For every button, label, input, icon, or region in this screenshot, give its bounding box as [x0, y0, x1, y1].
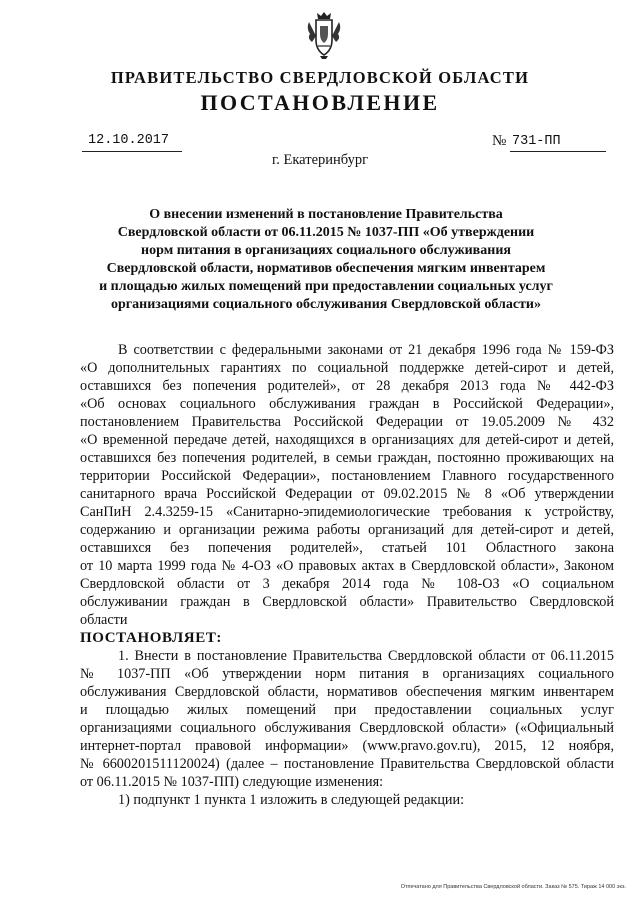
- city: г. Екатеринбург: [271, 152, 369, 168]
- preamble-line: «О временной передаче детей, находящихся в организациях для детей-сирот и детей,: [80, 432, 614, 448]
- preamble-line: содержанию и организации режима работы организаций для детей-сирот и детей,: [80, 522, 614, 538]
- item-line: обслуживания Свердловской области, нормативов обеспечения мягким инвентарем: [80, 684, 614, 700]
- preamble-line: оставшихся без попечения родителей», статьей 101 Областного закона: [80, 540, 614, 556]
- government-name: ПРАВИТЕЛЬСТВО СВЕРДЛОВСКОЙ ОБЛАСТИ: [110, 68, 530, 87]
- title-line: и площадью жилых помещений при предоставлении социальных услуг: [99, 279, 553, 294]
- document-title: [70, 206, 582, 314]
- subitem-line: 1) подпункт 1 пункта 1 изложить в следующей редакции:: [118, 792, 465, 808]
- item-line: и площадью жилых помещений при предоставлении социальных услуг: [80, 702, 614, 718]
- print-footer: Отпечатано для Правительства Свердловской области. Заказ № 575. Тираж 14 000 экз.: [400, 884, 626, 890]
- preamble-line: оставшихся без попечения родителей», от 28 декабря 2013 года № 442-ФЗ: [80, 378, 614, 394]
- title-line: О внесении изменений в постановление Правительства: [149, 207, 503, 222]
- preamble-line: санитарного врача Российской Федерации от 09.02.2015 № 8 «Об утверждении: [80, 486, 614, 502]
- document-number: 731-ПП: [512, 134, 561, 149]
- preamble-line: территории Российской Федерации», постановлением Главного государственного: [80, 468, 614, 484]
- item-line: № 6600201511120024) (далее – постановление Правительства Свердловской области: [80, 756, 614, 772]
- item-line: 1. Внести в постановление Правительства Свердловской области от 06.11.2015: [118, 648, 614, 664]
- item-line: № 1037-ПП «Об утверждении норм питания в организациях социального: [80, 666, 614, 682]
- preamble-line: от 10 марта 1999 года № 4-ОЗ «О правовых актах в Свердловской области», Законом: [80, 558, 614, 574]
- preamble-line: «Об основах социального обслуживания граждан в Российской Федерации»,: [80, 396, 614, 412]
- preamble-line: постановлением Правительства Российской Федерации от 19.05.2009 № 432: [80, 414, 614, 430]
- item-line: интернет-портал правовой информации» (www.pravo.gov.ru), 2015, 12 ноября,: [80, 738, 614, 754]
- title-line: Свердловской области от 06.11.2015 № 1037-ПП «Об утверждении: [117, 225, 535, 240]
- item-line: от 06.11.2015 № 1037-ПП) следующие изменения:: [80, 774, 384, 790]
- document-type: ПОСТАНОВЛЕНИЕ: [200, 90, 440, 115]
- preamble-line: области: [80, 612, 128, 628]
- item-line: организациями социального обслуживания Свердловской области» («Официальный: [80, 720, 614, 736]
- coat-of-arms-icon: [304, 8, 344, 60]
- document-date: 12.10.2017: [88, 133, 170, 148]
- preamble-line: Свердловской области от 3 декабря 2014 года № 108-ОЗ «О социальном: [80, 576, 614, 592]
- title-line: организациями социального обслуживания Свердловской области»: [110, 297, 541, 312]
- preamble-line: В соответствии с федеральными законами от 21 декабря 1996 года № 159-ФЗ: [118, 342, 614, 358]
- title-line: Свердловской области, нормативов обеспечения мягким инвентарем: [106, 261, 546, 276]
- preamble-line: «О дополнительных гарантиях по социальной поддержке детей-сирот и детей,: [80, 360, 614, 376]
- number-sign: №: [492, 133, 507, 149]
- resolves-heading: ПОСТАНОВЛЯЕТ:: [80, 630, 223, 646]
- preamble-line: оставшихся без попечения родителей, в семьи граждан, постоянно проживающих на: [80, 450, 614, 466]
- preamble-line: СанПиН 2.4.3259-15 «Санитарно-эпидемиологические требования к устройству,: [80, 504, 614, 520]
- preamble-line: обслуживании граждан в Свердловской области» Правительство Свердловской: [80, 594, 614, 610]
- document-body: [80, 341, 614, 809]
- title-line: норм питания в организациях социального обслуживания: [141, 243, 511, 258]
